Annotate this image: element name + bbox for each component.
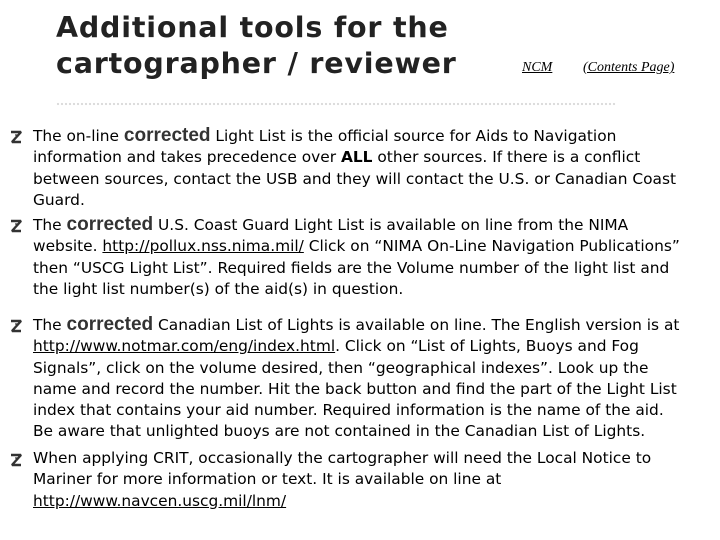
text-line	[33, 169, 715, 190]
text-segment: Signals”, click on the volume desired, then “geographical indexes”. Look up the	[33, 358, 649, 377]
text-segment: between sources, contact the USB and they will contact the U.S. or Canadian Coast	[33, 169, 677, 188]
text-line	[33, 214, 715, 236]
text-segment: Canadian List of Lights is available on line. The English version is at	[153, 316, 680, 334]
hyperlink[interactable]: http://www.navcen.uscg.mil/lnm/	[33, 491, 287, 510]
bullet-icon	[9, 453, 23, 467]
bullet-icon	[9, 319, 23, 333]
bullet-paragraph	[33, 214, 715, 300]
text-segment: Light List is the official source for Aids to Navigation	[210, 127, 617, 145]
text-segment: Click on “NIMA On-Line Navigation Publications”	[303, 237, 680, 256]
bullet-icon	[9, 219, 23, 233]
text-segment: index that contains your aid number. Required information is the name of the aid.	[33, 401, 664, 420]
text-segment: U.S. Coast Guard Light List is available on line from the NIMA	[153, 216, 629, 234]
hyperlink[interactable]: http://pollux.nss.nima.mil/	[102, 237, 304, 256]
bullet-paragraph	[33, 314, 715, 443]
emphasis-word: corrected	[66, 314, 154, 335]
text-line	[33, 258, 715, 279]
emphasis-word: corrected	[123, 125, 211, 146]
hyperlink[interactable]: http://www.notmar.com/eng/index.html	[33, 337, 336, 356]
title-divider	[56, 102, 616, 106]
text-segment: The	[33, 316, 67, 334]
bullet-icon	[9, 130, 23, 144]
text-segment: information and takes precedence over	[33, 148, 341, 167]
text-line	[33, 491, 715, 512]
text-line	[33, 125, 715, 147]
text-line	[33, 469, 715, 490]
contents-page-link[interactable]: (Contents Page)	[583, 60, 675, 75]
ncm-link[interactable]: NCM	[522, 60, 553, 75]
bold-word: ALL	[340, 148, 373, 167]
text-segment: the light list number(s) of the aid(s) in question.	[33, 279, 404, 298]
title-line-1: Additional tools for the	[56, 11, 449, 44]
text-line	[33, 448, 715, 469]
text-segment: . Click on “List of Lights, Buoys and Fog	[335, 337, 639, 356]
text-segment: The on-line	[33, 127, 124, 145]
text-segment: name and record the number. Hit the back button and find the part of the Light List	[33, 379, 677, 398]
text-line	[33, 400, 715, 421]
text-line	[33, 236, 715, 257]
text-line	[33, 190, 715, 211]
text-segment: Guard.	[33, 190, 85, 209]
text-line	[33, 379, 715, 400]
text-segment: When applying CRIT, occasionally the cartographer will need the Local Notice to	[33, 449, 652, 467]
text-line	[33, 421, 715, 442]
text-segment: Be aware that unlighted buoys are not contained in the Canadian List of Lights.	[33, 422, 646, 441]
text-segment: other sources. If there is a conflict	[372, 148, 641, 167]
text-segment: then “USCG Light List”. Required fields are the Volume number of the light list and	[33, 258, 670, 277]
text-line	[33, 147, 715, 168]
emphasis-word: corrected	[66, 214, 154, 235]
text-segment: The	[33, 216, 67, 234]
bullet-paragraph	[33, 448, 715, 512]
text-line	[33, 314, 715, 336]
text-line	[33, 358, 715, 379]
text-line	[33, 279, 715, 300]
text-segment: website.	[33, 237, 103, 256]
title-line-2: cartographer / reviewer	[56, 47, 457, 80]
text-line	[33, 336, 715, 357]
bullet-paragraph	[33, 125, 715, 211]
text-segment: Mariner for more information or text. It is available on line at	[33, 470, 502, 489]
page-title	[56, 10, 486, 82]
